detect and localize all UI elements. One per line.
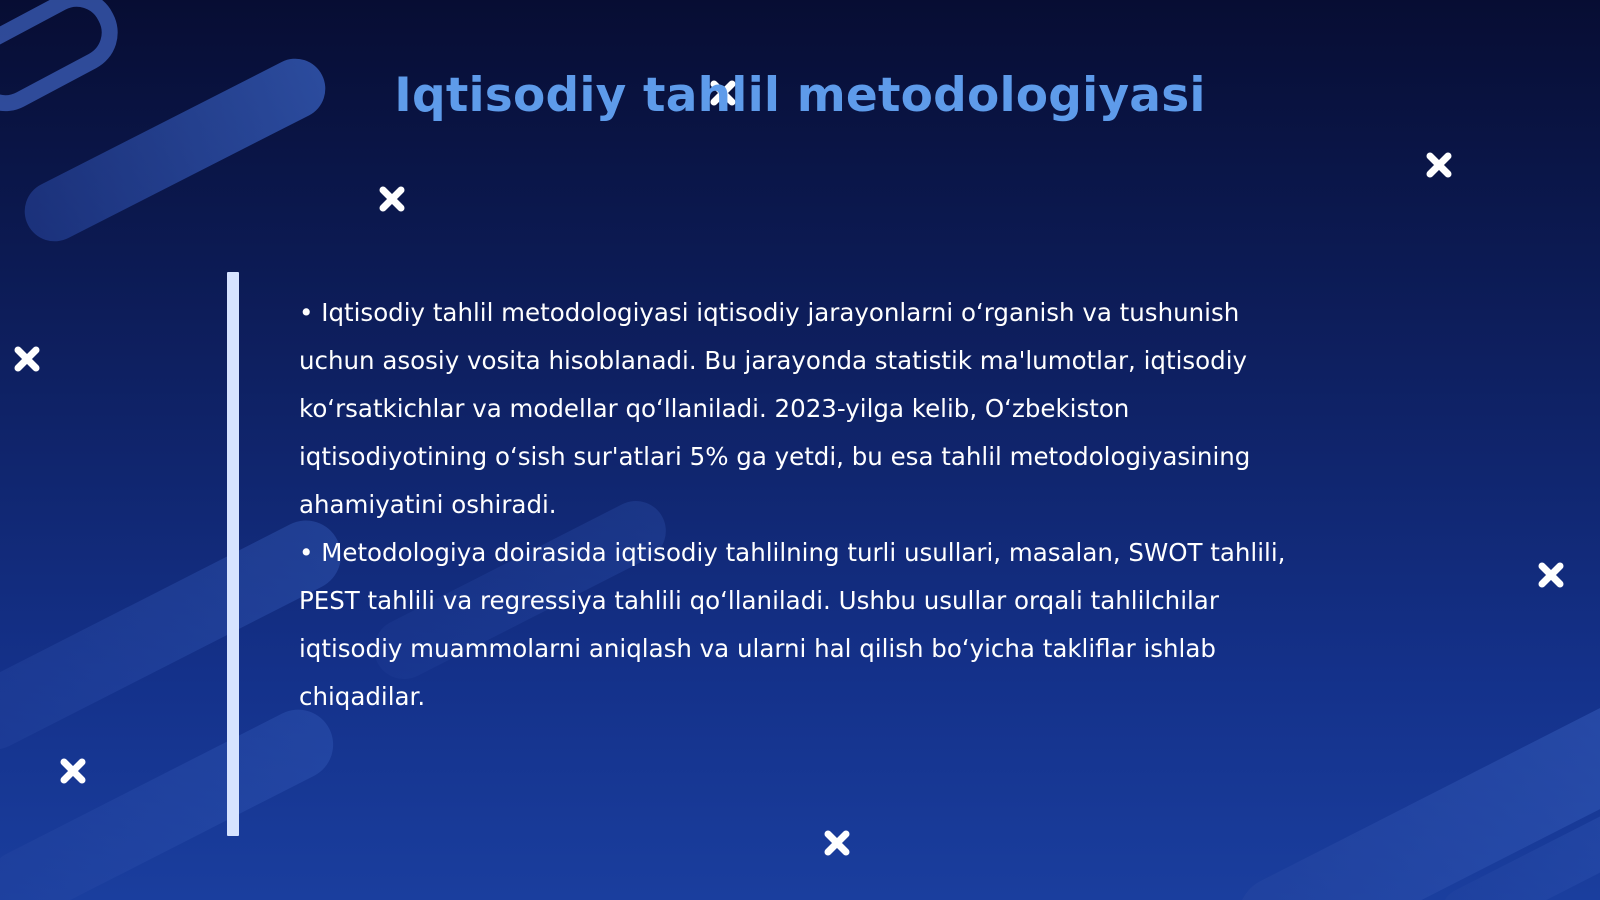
slide-body [299,289,1309,721]
bullet-paragraph: • Metodologiya doirasida iqtisodiy tahlilning turli usullari, masalan, SWOT tahlili, PEST tahlili va regressiya tahlili qo‘llaniladi. Ushbu usullar orqali tahlilchilar iqtisodiy muammolarni aniqlash va ularni hal qilish bo‘yicha takliflar ishlab chiqadilar. [299,538,1286,711]
slide-title: Iqtisodiy tahlil metodologiyasi [394,68,1206,123]
close-icon [12,344,42,374]
close-icon [58,756,88,786]
close-icon [1424,150,1454,180]
accent-divider [227,272,239,836]
close-icon [377,184,407,214]
close-icon [1536,560,1566,590]
decor-bar-bottom-left [0,698,345,900]
close-icon [822,828,852,858]
bullet-paragraph: • Iqtisodiy tahlil metodologiyasi iqtisodiy jarayonlarni o‘rganish va tushunish uchun asosiy vosita hisoblanadi. Bu jarayonda statistik ma'lumotlar, iqtisodiy ko‘rsatkichlar va modellar qo‘llaniladi. 2023-yilga kelib, O‘zbekiston iqtisodiyotining o‘sish sur'atlari 5% ga yetdi, bu esa tahlil metodologiyasining ahamiyatini oshiradi. [299,298,1251,519]
